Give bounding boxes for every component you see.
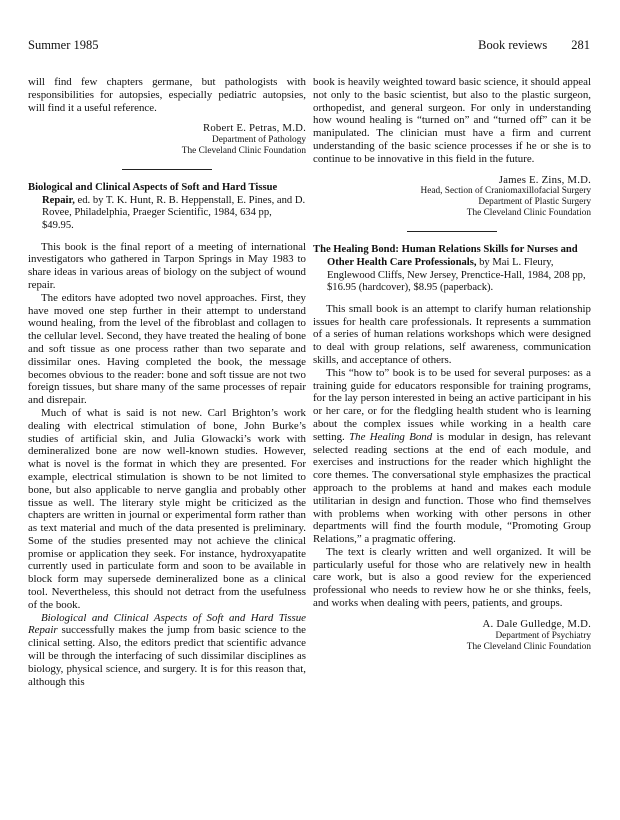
book-title-italic: Biological and Clinical Aspects of Soft and Hard Tissue Repair (28, 611, 306, 637)
section-divider (407, 231, 497, 232)
review-continuation: book is heavily weighted toward basic science, it should appeal not only to the basic scientist, but also to the plastic surgeon, orthopedist, and general surgeon. For only in understanding how wound healing is “turned on” and “turned off” can it be manipulated. The clinician must have a firm and current understanding of the basic science processes if he or she is to continue to be innovative in this field in the future. (313, 76, 591, 165)
right-column (313, 76, 591, 653)
book-title-italic: The Healing Bond (349, 430, 433, 443)
review-paragraph (28, 612, 306, 689)
reviewer-signature-zins (313, 174, 591, 220)
book-title: Biological and Clinical Aspects of Soft and Hard Tissue Repair, (28, 182, 278, 206)
book-citation: ed. by T. K. Hunt, R. B. Heppenstall, E. Pines, and D. Rovee, Philadelphia, Praeger Scientific, 1984, 634 pp, $49.95. (42, 194, 306, 231)
reviewer-institution: The Cleveland Clinic Foundation (466, 641, 591, 652)
review-heading (28, 182, 306, 232)
review-paragraph: This small book is an attempt to clarify human relationship issues for health care professionals. It represents a summation of a series of human relations workshops which were designed to deal with group relations, self awareness, communication skills, and acceptance of others. (313, 302, 591, 366)
paragraph-text: This “how to” book is to be used for several purposes: as a training guide for educators responsible for training programs, for the lay person interested in being an active participant in his or her care, or for the fledgling health student who is learning about the complex issues while working in a health care setting. (313, 366, 591, 443)
page-number: 281 (571, 38, 590, 52)
paragraph-text: successfully makes the jump from basic science to the clinical setting. Also, the editors predict that scientific advance will be through the interfacing of such dissimilar disciplines as biology, physical science, and surgery. It is for this reason that, although this (28, 624, 306, 688)
section-divider (122, 169, 212, 170)
review-paragraph: This book is the final report of a meeting of international investigators who gathered in Tarpon Springs in May 1983 to share ideas in various areas of biology on the subject of wound repair. (28, 240, 306, 291)
reviewer-department: Department of Psychiatry (495, 630, 591, 641)
review-paragraph (313, 367, 591, 546)
review-paragraph: Much of what is said is not new. Carl Brighton’s work dealing with electrical stimulation of bone, John Burke’s studies of artificial skin, and Julia Glowacki’s work with demineralized bone are now well-known studies. However, what is novel is the format in which they are presented. For example, electrical stimulation is shown to be not limited to bone, but also applicable to nerve ganglia and probably other tissue as well. The literary style might be criticized as the chapters are written in journal or experimental form rather than as text material and much of the data presented is preliminary. Some of the studies presented may not achieve the clinical promise or application they seek. For instance, hydroxyapatite currently used in particulate form and soon to be available in block form may supersede demineralized bone as a clinical tool. Nevertheless, this should not detract from the usefulness of the book. (28, 406, 306, 611)
reviewer-department: Department of Pathology (212, 135, 306, 146)
reviewer-department: Department of Plastic Surgery (478, 197, 591, 208)
reviewer-name: A. Dale Gulledge, M.D. (482, 617, 591, 630)
review-heading (313, 244, 591, 294)
section-title: Book reviews (478, 38, 548, 52)
reviewer-institution: The Cleveland Clinic Foundation (466, 208, 591, 219)
reviewer-name: Robert E. Petras, M.D. (202, 122, 306, 135)
reviewer-signature-petras (28, 122, 306, 157)
reviewer-position: Head, Section of Craniomaxillofacial Surgery (420, 186, 591, 197)
reviewer-institution: The Cleveland Clinic Foundation (181, 146, 306, 157)
review-continuation: will find few chapters germane, but pathologists with responsibilities for autopsies, especially pediatric autopsies, will find it a useful reference. (28, 76, 306, 114)
book-citation: by Mai L. Fleury, Englewood Cliffs, New Jersey, Prenctice-Hall, 1984, 208 pp, $16.95 (hardcover), $8.95 (paperback). (327, 256, 586, 294)
review-paragraph: The editors have adopted two novel approaches. First, they have moved one step further in their attempt to understand wound healing, from the level of the fibroblast and collagen to the cellular level. Second, they have treated the healing of bone and soft tissue as one process rather than two separate and dissimilar ones. Having completed the book, the message becomes obvious to the reader: bone and soft tissue are not two foreign tissues, but share many of the same processes of repair and disrepair. (28, 291, 306, 407)
left-column (28, 76, 306, 688)
header-right (478, 38, 590, 53)
reviewer-signature-gulledge (313, 618, 591, 653)
paragraph-text: is modular in design, has relevant selected reading sections at the end of each module, and exercises and instructions for the reader which highlight the core themes. The conversational style emphasizes the practical approach to the problems at hand and makes each module utilitarian in design and function. Those who find themselves with problems when working with other persons in other departments will find the fourth module, “Promoting Group Relations,” a pragmatic offering. (313, 430, 591, 546)
page-header (0, 16, 620, 52)
issue-date: Summer 1985 (28, 38, 99, 52)
review-paragraph: The text is clearly written and well organized. It will be particularly useful for those who are relatively new in health care work, but is also a good review for the experienced professional who needs to review how he or she thinks, feels, and works when dealing with peers, patients, and groups. (313, 545, 591, 610)
book-title: The Healing Bond: Human Relations Skills for Nurses and Other Health Care Professionals, (313, 244, 578, 268)
reviewer-name: James E. Zins, M.D. (498, 173, 591, 186)
